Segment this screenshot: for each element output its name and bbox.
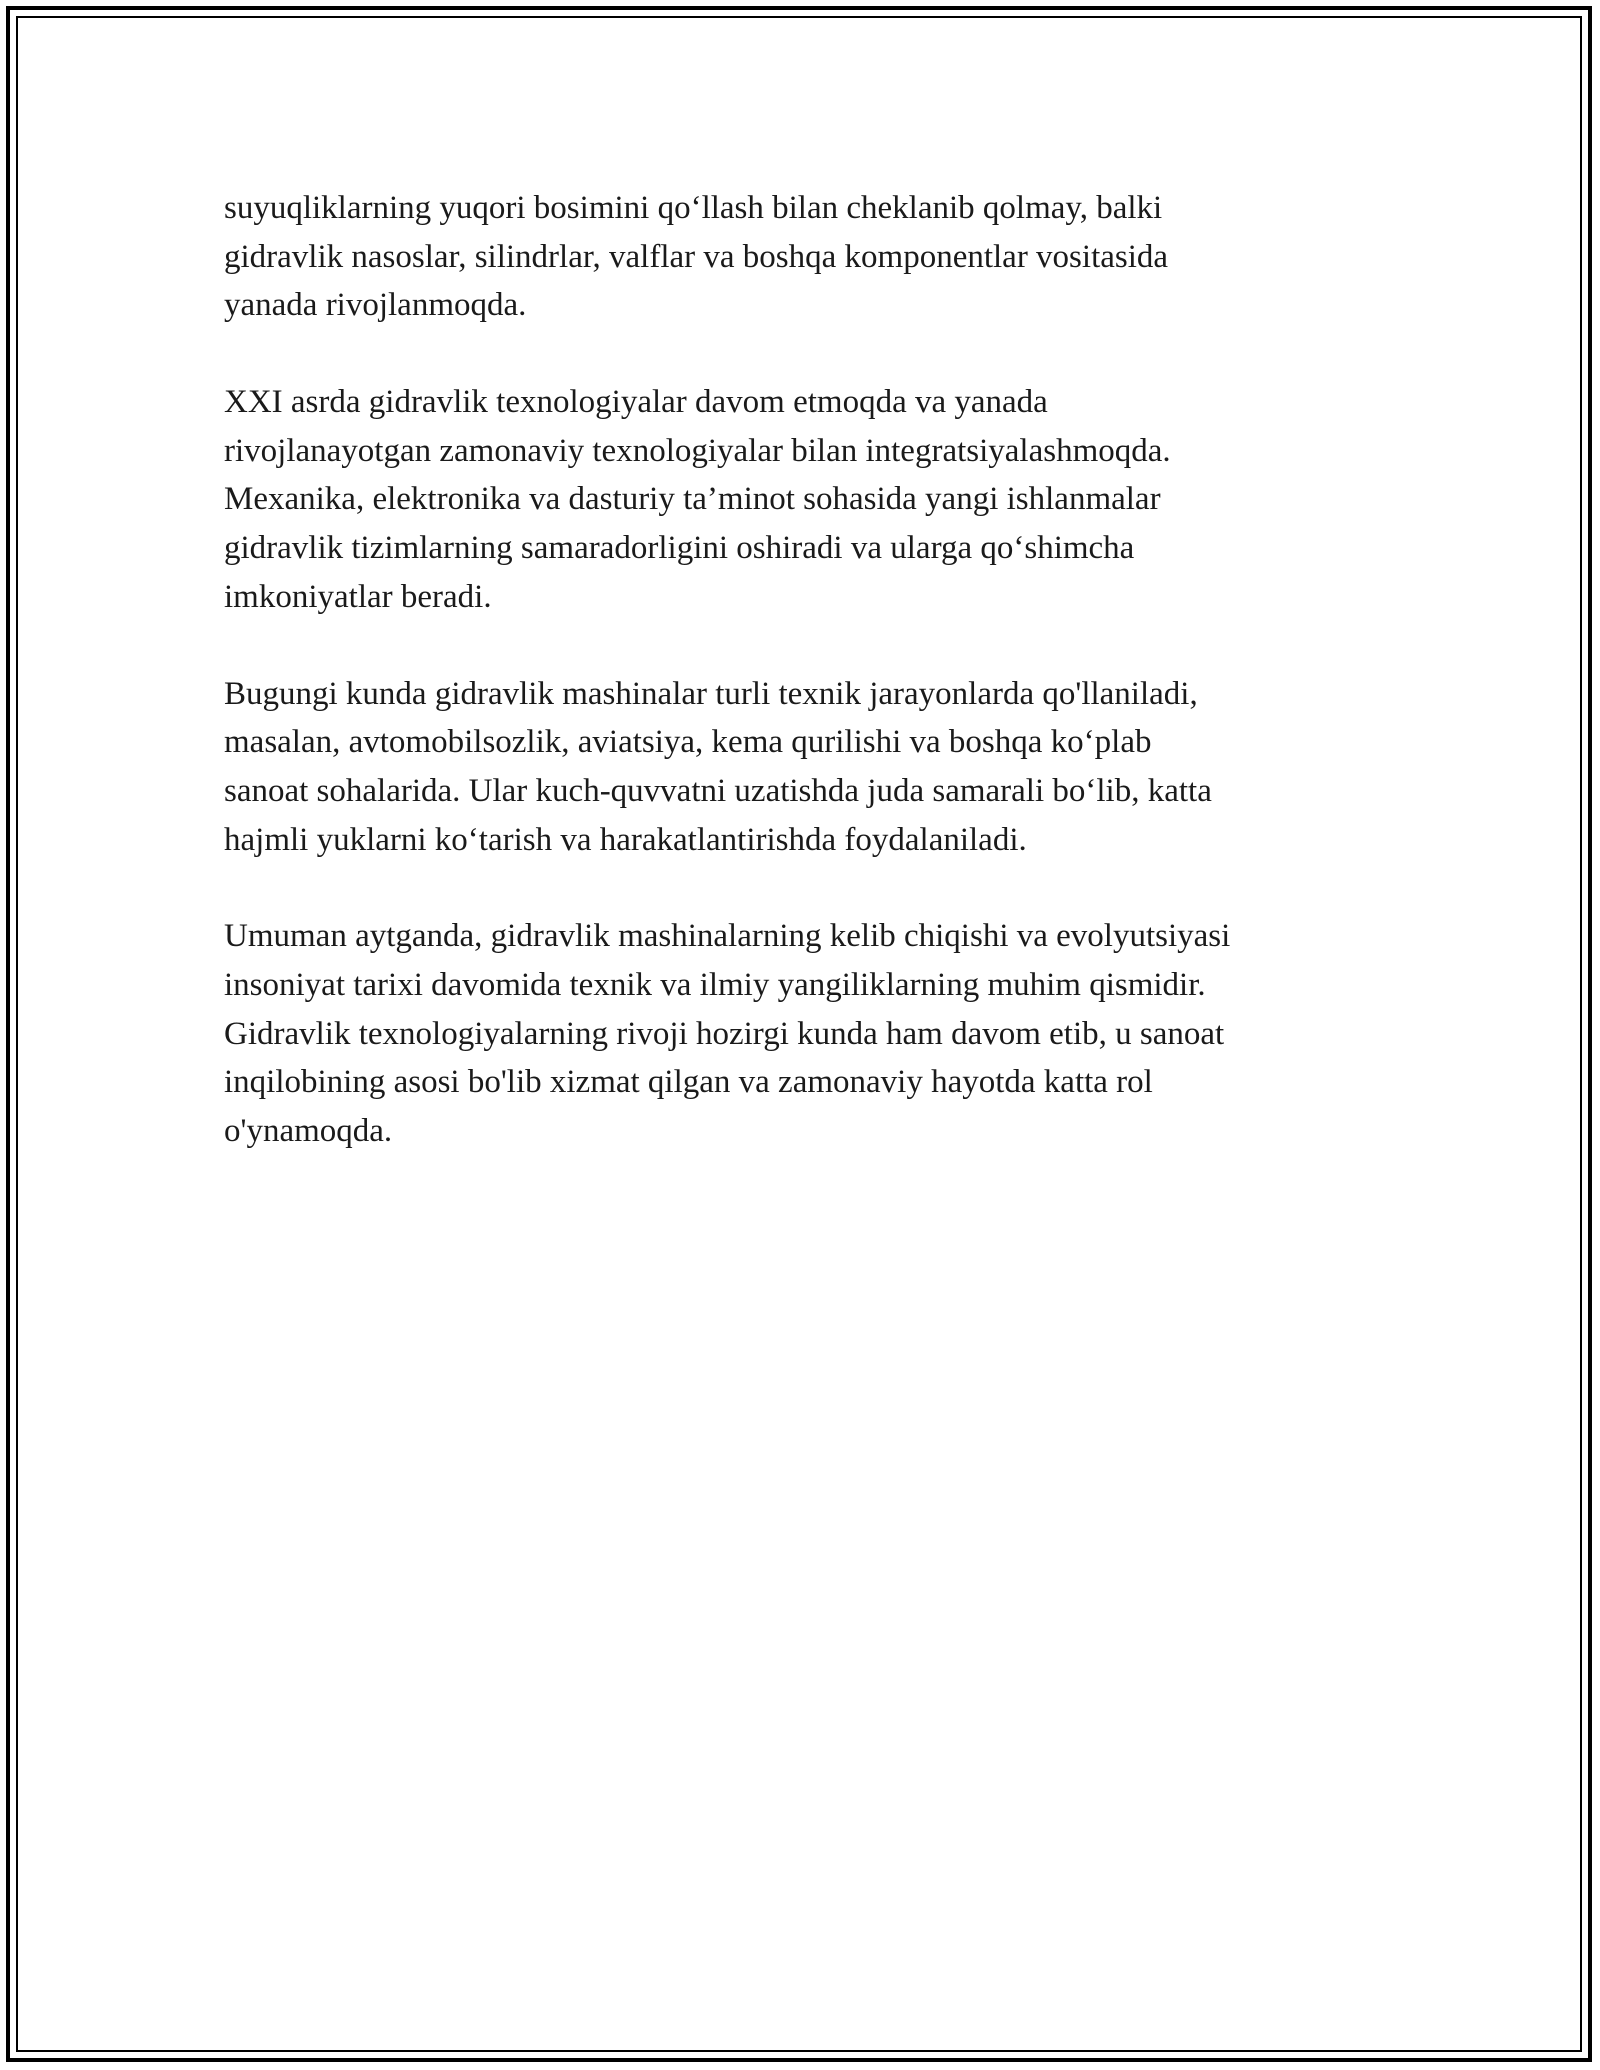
- text-line: yanada rivojlanmoqda.: [224, 287, 527, 324]
- text-line: o'ynamoqda.: [224, 1113, 393, 1149]
- paragraph-3: [224, 670, 1374, 865]
- text-line: gidravlik nasoslar, silindrlar, valflar va boshqa komponentlar vositasida: [224, 238, 1169, 275]
- text-line: masalan, avtomobilsozlik, aviatsiya, kema qurilishi va boshqa ko‘plab: [224, 724, 1152, 761]
- text-line: hajmli yuklarni ko‘tarish va harakatlantirishda foydalaniladi.: [224, 821, 1027, 858]
- text-line: inqilobining asosi bo'lib xizmat qilgan va zamonaviy hayotda katta rol: [224, 1064, 1153, 1101]
- document-body: [224, 184, 1374, 1204]
- paragraph-2: [224, 378, 1374, 621]
- text-line: sanoat sohalarida. Ular kuch-quvvatni uzatishda juda samarali bo‘lib, katta: [224, 772, 1212, 809]
- text-line: XXI asrda gidravlik texnologiyalar davom etmoqda va yanada: [224, 384, 1048, 421]
- text-line: suyuqliklarning yuqori bosimini qo‘llash bilan cheklanib qolmay, balki: [224, 190, 1163, 226]
- text-line: rivojlanayotgan zamonaviy texnologiyalar bilan integratsiyalashmoqda.: [224, 432, 1171, 469]
- text-line: gidravlik tizimlarning samaradorligini oshiradi va ularga qo‘shimcha: [224, 530, 1135, 567]
- text-line: Gidravlik texnologiyalarning rivoji hozirgi kunda ham davom etib, u sanoat: [224, 1015, 1225, 1052]
- text-line: Mexanika, elektronika va dasturiy ta’minot sohasida yangi ishlanmalar: [224, 481, 1161, 518]
- paragraph-4: [224, 912, 1374, 1155]
- paragraph-1: [224, 184, 1374, 330]
- text-line: imkoniyatlar beradi.: [224, 578, 492, 615]
- text-line: Umuman aytganda, gidravlik mashinalarning kelib chiqishi va evolyutsiyasi: [224, 918, 1231, 955]
- text-line: Bugungi kunda gidravlik mashinalar turli texnik jarayonlarda qo'llaniladi,: [224, 675, 1198, 712]
- text-line: insoniyat tarixi davomida texnik va ilmiy yangiliklarning muhim qismidir.: [224, 966, 1206, 1003]
